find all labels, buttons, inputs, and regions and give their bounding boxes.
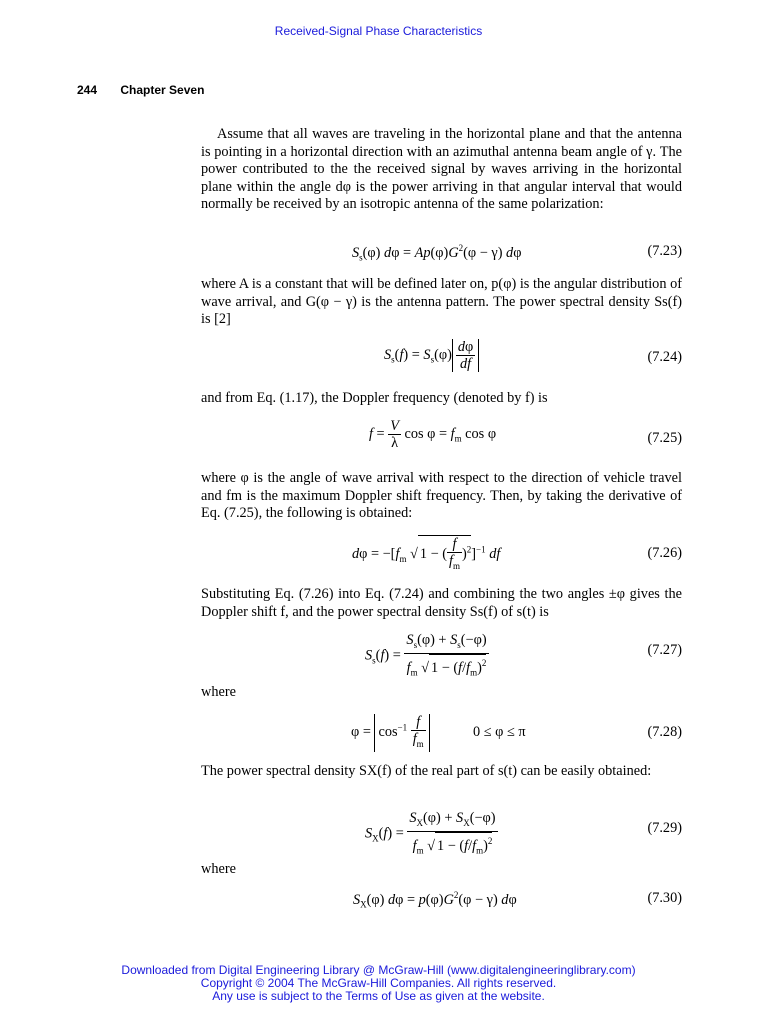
equation-7-29-body: $S_X(f)$ = $\frac{S_X(\varphi) + S_X(-\varphi)}{f_m √ 1 - (f/f_m)^2}$ (365, 810, 498, 858)
equation-number: (7.27) (647, 642, 682, 658)
paragraph-1: Assume that all waves are traveling in the horizontal plane and that the antenna is pointing in a horizontal direction with an azimuthal antenna beam angle of γ. The power contributed to the the received signal by waves arriving in the horizontal plane within the angle dφ is the power arriving in that angular interval that would normally be received by an isotropic antenna of the same polarization: (201, 126, 682, 213)
equation-number: (7.26) (647, 545, 682, 561)
paragraph-5: Substituting Eq. (7.26) into Eq. (7.24) and combining the two angles ±φ gives the Doppler shift f, and the power spectral density Ss(f) of s(t) is (201, 586, 682, 620)
equation-7-30-body: $S_X(\varphi) d\varphi = p(\varphi)G^2(\varphi - \gamma)$ dφ (353, 890, 517, 910)
equation-7-24-body: $S_s(f) = S_s(\varphi)$ $\frac{d\varphi}{df}$ (384, 339, 479, 372)
footer-terms[interactable]: Any use is subject to the Terms of Use as given at the website. (212, 989, 545, 1003)
equation-7-25 (201, 418, 682, 454)
running-title-link[interactable]: Received-Signal Phase Characteristics (274, 24, 483, 38)
footer-copyright: Copyright © 2004 The McGraw-Hill Companies. All rights reserved. (200, 976, 557, 990)
paragraph-3: and from Eq. (1.17), the Doppler frequency (denoted by f) is (201, 390, 548, 406)
equation-7-29 (201, 808, 682, 856)
equation-7-24 (201, 337, 682, 377)
equation-number: (7.29) (647, 820, 682, 836)
equation-7-23-body: $S_s(\varphi) d\varphi = Ap(\varphi)G^2(\varphi - \gamma)$ dφ (352, 243, 522, 263)
page-header (77, 83, 204, 97)
equation-7-26-body: $d\varphi = -[f_m$ √ 1 − ( $\frac{f}{f_m}$ )$^2$]$^{-1}$ df (352, 535, 500, 574)
page-footer (0, 964, 757, 1003)
equation-number: (7.23) (647, 243, 682, 259)
paragraph-6: The power spectral density SX(f) of the real part of s(t) can be easily obtained: (201, 763, 652, 779)
equation-7-28-condition: 0 ≤ φ ≤ π (473, 724, 526, 740)
equation-7-28 (201, 712, 682, 752)
where-1: where (201, 684, 236, 700)
equation-7-28-body: $\varphi = \cos^{-1}$ $\frac{f}{f_m}$ (351, 714, 430, 752)
equation-7-27 (201, 630, 682, 678)
equation-7-25-body: f = $\frac{V}{\lambda}$ $\cos \varphi = f_m$ cos φ (369, 418, 497, 451)
equation-7-27-body: $S_s(f)$ = $\frac{S_s(\varphi) + S_s(-\varphi)}{f_m √ 1 - (f/f_m)^2}$ (365, 632, 489, 680)
equation-number: (7.25) (647, 430, 682, 446)
page-number: 244 (77, 83, 98, 97)
equation-number: (7.28) (647, 724, 682, 740)
equation-number: (7.24) (647, 349, 682, 365)
footer-download-link[interactable]: Downloaded from Digital Engineering Library @ McGraw-Hill (www.digitalengineeringlibrary.com) (121, 963, 636, 977)
chapter-title: Chapter Seven (120, 83, 205, 97)
paragraph-4: where φ is the angle of wave arrival with respect to the direction of vehicle travel and fm is the maximum Doppler shift frequency. Then, by taking the derivative of Eq. (7.25), the following is obtained: (201, 470, 682, 522)
paragraph-2: where A is a constant that will be defined later on, p(φ) is the angular distribution of wave arrival, and G(φ − γ) is the antenna pattern. The power spectral density Ss(f) is [2] (201, 276, 682, 328)
where-2: where (201, 861, 236, 877)
equation-number: (7.30) (647, 890, 682, 906)
equation-7-26 (201, 533, 682, 573)
